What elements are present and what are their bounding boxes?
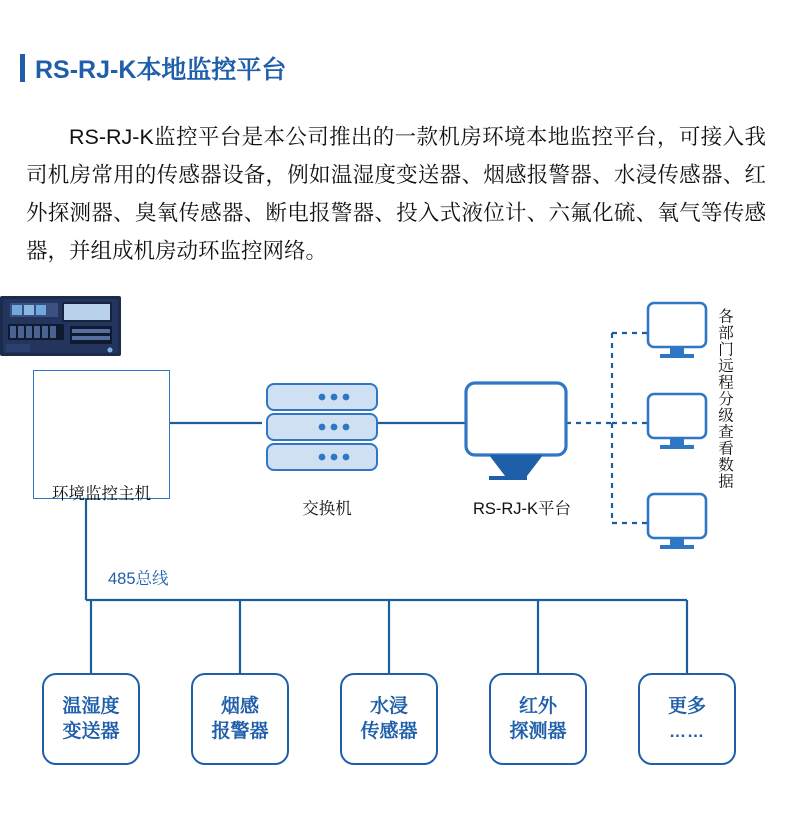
- sensor-label-line1: 水浸: [369, 696, 408, 717]
- bus-label: 485总线: [108, 570, 169, 588]
- sensor-label-line2: 传感器: [360, 721, 418, 742]
- sensor-label-line2: ……: [669, 722, 705, 741]
- remote-monitor-top-icon: [648, 303, 706, 358]
- platform-label: RS-RJ-K平台: [472, 500, 572, 518]
- architecture-diagram: [0, 290, 790, 827]
- page-title: RS-RJ-K本地监控平台: [35, 56, 287, 84]
- sensor-box-smoke-alarm[interactable]: [191, 673, 289, 765]
- page-header: [20, 50, 286, 86]
- switch-icon: [267, 384, 377, 470]
- remote-monitor-bottom-icon: [648, 494, 706, 549]
- switch-label: 交换机: [302, 500, 352, 518]
- sensor-label-line1: 温湿度: [62, 696, 120, 717]
- sensor-box-more[interactable]: [638, 673, 736, 765]
- environment-host-label: 环境监控主机: [52, 485, 151, 503]
- sensor-label-line2: 探测器: [509, 721, 567, 742]
- intro-paragraph: RS-RJ-K监控平台是本公司推出的一款机房环境本地监控平台，可接入我司机房常用的传感器设备，例如温湿度变送器、烟感报警器、水浸传感器、红外探测器、臭氧传感器、断电报警器、投入式液位计、六氟化硫、氧气等传感器，并组成机房动环监控网络。: [26, 125, 766, 263]
- remote-access-note: 各部门远程分级查看数据: [716, 308, 733, 490]
- environment-host-device-image: [0, 290, 121, 362]
- sensor-label-line2: 变送器: [62, 721, 120, 742]
- sensor-label-line1: 烟感: [220, 696, 259, 717]
- sensor-box-infrared-detector[interactable]: [489, 673, 587, 765]
- sensor-box-temperature-humidity[interactable]: [42, 673, 140, 765]
- platform-monitor-icon: [466, 383, 566, 480]
- sensor-label-line1: 红外: [518, 696, 557, 717]
- sensor-label-line1: 更多: [667, 696, 706, 717]
- sensor-box-water-leak[interactable]: [340, 673, 438, 765]
- remote-monitor-middle-icon: [648, 394, 706, 449]
- title-accent-bar: [20, 54, 25, 82]
- sensor-label-line2: 报警器: [211, 721, 269, 742]
